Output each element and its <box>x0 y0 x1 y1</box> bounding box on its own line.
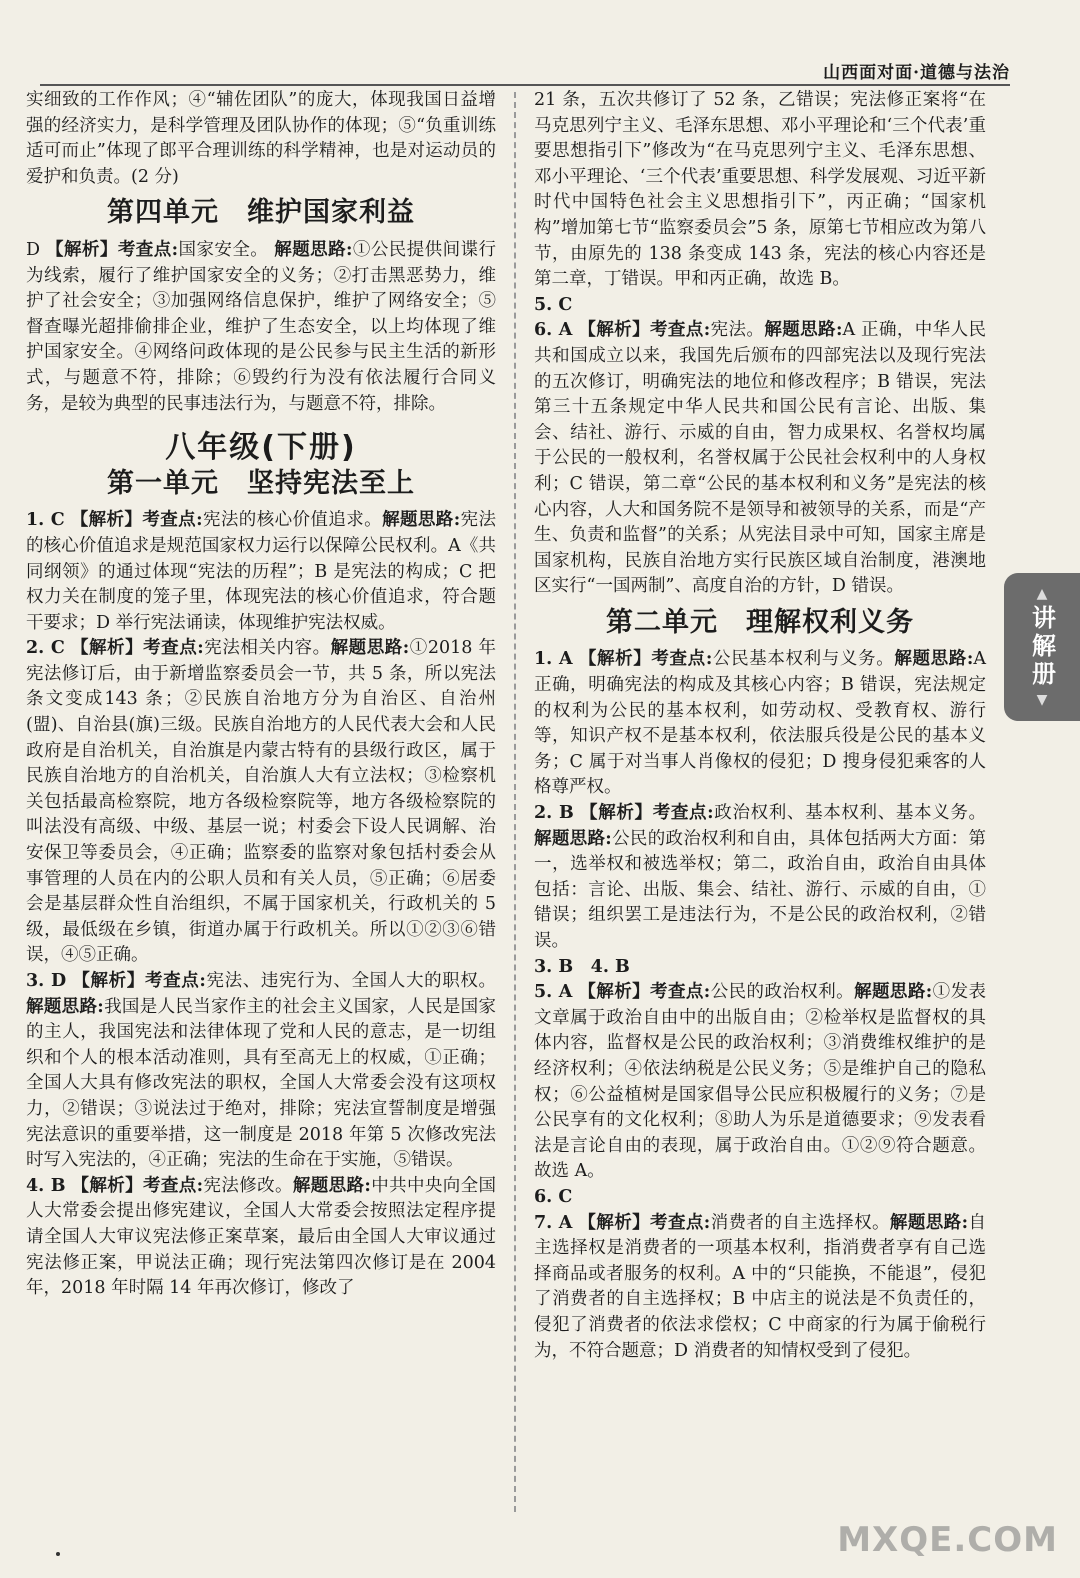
approach-text: 自主选择权是消费者的一项基本权利，指消费者享有自己选择商品或者服务的权利。A 中的“只能换，不能退”，侵犯了消费者的自主选择权；B 中店主的说法是不负责任的，侵犯了消费者的依法求偿权；C 中商家的行为属于偷税行为，不符合题意；D 消费者的知情权受到了侵犯。 <box>534 1212 986 1361</box>
approach-text: ①发表文章属于政治自由中的出版自由；②检举权是监督权的具体内容，监督权是公民的政治权利；③消费维权维护的是经济权利；④依法纳税是公民义务；⑤是维护自己的隐私权；⑥公益植树是国家倡导公民应积极履行的义务；⑦是公民享有的文化权利；⑧助人为乐是道德要求；⑨发表看法是言论自由的表现，属于政治自由。①②⑨符合题意。故选 A。 <box>534 982 986 1182</box>
right-column <box>534 88 986 1364</box>
answer-item <box>26 1174 496 1302</box>
checkpoint-text: 宪法、违宪行为、全国人大的职权。 <box>205 971 496 991</box>
checkpoint-label: 考查点: <box>650 982 711 1003</box>
page-header: 山西面对面·道德与法治 <box>823 63 1010 83</box>
checkpoint-label: 考查点: <box>142 510 203 531</box>
approach-text: ①2018 年宪法修订后，由于新增监察委员会一节，共 5 条，所以宪法条文变成143 条；②民族自治地方分为自治区、自治州(盟)、自治县(旗)三级。民族自治地方的人民代表大会和人民政府是自治机关，自治旗是内蒙古特有的县级行政区，属于民族自治地方的自治机关，自治旗人大有立法权；③检察机关包括最高检察院，地方各级检察院等，地方各级检察院的叫法没有高级、中级、基层一说；村委会下设人民调解、治安保卫等委员会，④正确；监察委的监察对象包括村委会从事管理的人员在内的公职人员和有关人员，⑤正确；⑥居委会是基层群众性自治组织，不属于国家机关，行政机关的 5 级，最低级在乡镇，街道办属于行政机关。所以①②③⑥错误，④⑤正确。 <box>26 638 496 966</box>
approach-label: 解题思路: <box>274 239 353 260</box>
item-number: 5. A <box>534 982 573 1003</box>
analysis-tag: 【解析】 <box>70 510 143 531</box>
checkpoint-text: 宪法相关内容。 <box>203 638 331 659</box>
item-number: 7. A <box>534 1212 573 1233</box>
continued-paragraph: 21 条，五次共修订了 52 条，乙错误；宪法修正案将“在马克思列宁主义、毛泽东思想、邓小平理论和‘三个代表’重要思想指引下”修改为“在马克思列宁主义、毛泽东思想、邓小平理论、‘三个代表’重要思想、科学发展观、习近平新时代中国特色社会主义思想指引下”，丙正确；“国家机构”增加第七节“监察委员会”5 条，原第七节相应改为第八节，由原先的 138 条变成 143 条，宪法的核心内容还是第二章，丁错误。甲和丙正确，故选 B。 <box>534 90 986 290</box>
checkpoint-label: 考查点: <box>117 239 179 260</box>
analysis-tag: 【解析】 <box>72 971 145 991</box>
grade-title: 八年级(下册) <box>165 430 357 466</box>
analysis-tag: 【解析】 <box>70 638 144 659</box>
analysis-tag: 【解析】 <box>578 1212 651 1233</box>
approach-label: 解题思路: <box>764 320 843 341</box>
answer-item <box>26 636 496 969</box>
answer-item <box>534 801 986 955</box>
header-rule <box>40 84 1010 86</box>
item-number: 1. A <box>534 649 573 670</box>
analysis-tag: 【解析】 <box>578 982 651 1003</box>
analysis-tag: 【解析】 <box>580 803 653 824</box>
answer-item <box>534 318 986 600</box>
approach-text: 宪法的核心价值追求是规范国家权力运行以保障公民权利。A《共同纲领》的通过体现“宪法的历程”；B 是宪法的构成；C 把权力关在制度的笼子里，体现宪法的核心价值追求，符合题干要求；D 举行宪法诵读，体现维护宪法权威。 <box>26 510 497 633</box>
analysis-tag: 【解析】 <box>71 1175 143 1196</box>
item-number: 2. C <box>26 638 65 659</box>
chevron-up-icon: ▲ <box>1036 586 1048 602</box>
approach-label: 解题思路: <box>382 510 461 531</box>
approach-label: 解题思路: <box>26 996 104 1017</box>
watermark: MXQE.COM <box>837 1520 1058 1560</box>
item-number: 2. B <box>534 803 574 824</box>
unit4-answer <box>26 238 496 417</box>
approach-text: 公民的政治权利和自由，具体包括两大方面：第一，选举权和被选举权；第二，政治自由，政治自由具体包括：言论、出版、集会、结社、游行、示威的自由，①错误；组织罢工是违法行为，不是公民的政治权利，②错误。 <box>534 828 986 951</box>
page-mark <box>56 1552 60 1556</box>
checkpoint-text: 宪法修改。 <box>203 1175 293 1196</box>
analysis-tag: 【解析】 <box>578 320 650 341</box>
item-number: 4. B <box>26 1175 66 1196</box>
unit1-title: 第一单元 坚持宪法至上 <box>107 467 415 499</box>
checkpoint-text: 消费者的自主选择权。 <box>710 1212 890 1233</box>
intro-paragraph: 实细致的工作作风；④“辅佐团队”的庞大，体现我国日益增强的经济实力，是科学管理及团队协作的体现；⑤“负重训练适可而止”体现了郎平合理训练的科学精神，也是对运动员的爱护和负责。(2 分) <box>26 90 496 187</box>
answer-letter: D <box>26 239 41 260</box>
answer-item <box>26 969 496 1174</box>
checkpoint-label: 考查点: <box>650 1212 711 1233</box>
approach-text: ①公民提供间谍行为线索，履行了维护国家安全的义务；②打击黑恶势力，维护了社会安全；③加强网络信息保护，维护了网络安全；⑤督查曝光超排偷排企业，维护了生态安全，以上均体现了维护国家安全。④网络问政体现的是公民参与民主生活的新形式，与题意不符，排除；⑥毁约行为没有依法履行合同义务，是较为典型的民事违法行为，与题意不符，排除。 <box>26 239 497 414</box>
answer-item <box>26 508 496 636</box>
item-number: 6. A <box>534 320 573 341</box>
approach-label: 解题思路: <box>330 638 410 659</box>
approach-text: A 正确，中华人民共和国成立以来，我国先后颁布的四部宪法以及现行宪法的五次修订，明确宪法的地位和修改程序；B 错误，宪法第三十五条规定中华人民共和国公民有言论、出版、集会、结社、游行、示威的自由，智力成果权、名誉权均属于公民的一般权利，名誉权属于公民社会权利中的人身权利；C 错误，第二章“公民的基本权利和义务”是宪法的核心内容，人大和国务院不是领导和被领导的关系，而是“产生、负责和监督”的关系；从宪法目录中可知，国家主席是国家机构，民族自治地方实行民族区域自治制度，港澳地区实行“一国两制”、高度自治的方针，D 错误。 <box>534 320 987 597</box>
item-number: 1. C <box>26 510 65 531</box>
checkpoint-text: 宪法。 <box>710 320 765 341</box>
side-tab[interactable] <box>1004 573 1080 721</box>
checkpoint-text: 政治权利、基本权利、基本义务。 <box>713 803 986 824</box>
unit4-title: 第四单元 维护国家利益 <box>107 197 415 229</box>
approach-label: 解题思路: <box>534 828 612 849</box>
approach-text: 中共中央向全国人大常委会提出修宪建议，全国人大常委会按照法定程序提请全国人大审议宪法修正案草案，最后由全国人大审议通过宪法修正案，甲说法正确；现行宪法第四次修订是在 2004 年，2018 年时隔 14 年再次修订，修改了 <box>26 1175 497 1299</box>
item-number: 3. D <box>26 971 67 991</box>
answer-item <box>534 980 986 1185</box>
checkpoint-label: 考查点: <box>143 638 204 659</box>
answer-item: 3. B 4. B <box>534 956 630 977</box>
left-column <box>26 88 496 1302</box>
analysis-tag: 【解析】 <box>578 649 652 670</box>
checkpoint-label: 考查点: <box>144 971 206 991</box>
side-tab-label: 讲解册 <box>1027 605 1056 689</box>
checkpoint-text: 公民基本权利与义务。 <box>712 649 895 670</box>
analysis-tag: 【解析】 <box>46 239 118 260</box>
approach-label: 解题思路: <box>292 1175 371 1196</box>
approach-text: A 正确，明确宪法的构成及其核心内容；B 错误，宪法规定的权利为公民的基本权利，如劳动权、受教育权、游行等，知识产权不是基本权利，依法服兵役是公民的基本义务；C 属于对当事人肖像权的侵犯；D 搜身侵犯乘客的人格尊严权。 <box>534 649 987 798</box>
chevron-down-icon: ▼ <box>1036 692 1048 708</box>
checkpoint-label: 考查点: <box>649 320 711 341</box>
checkpoint-label: 考查点: <box>652 803 714 824</box>
approach-label: 解题思路: <box>854 982 933 1003</box>
answer-item: 5. C <box>534 294 573 315</box>
answer-item: 6. C <box>534 1186 573 1207</box>
checkpoint-text: 公民的政治权利。 <box>710 982 855 1003</box>
approach-label: 解题思路: <box>894 649 974 670</box>
checkpoint-text: 国家安全。 <box>178 239 269 260</box>
approach-label: 解题思路: <box>889 1212 969 1233</box>
checkpoint-label: 考查点: <box>651 649 713 670</box>
answer-item <box>534 1211 986 1365</box>
unit2-title: 第二单元 理解权利义务 <box>606 606 914 638</box>
checkpoint-text: 宪法的核心价值追求。 <box>202 510 383 531</box>
answer-item <box>534 647 986 801</box>
checkpoint-label: 考查点: <box>143 1175 204 1196</box>
column-divider <box>514 92 516 1512</box>
approach-text: 我国是人民当家作主的社会主义国家，人民是国家的主人，我国宪法和法律体现了党和人民的意志，是一切组织和个人的根本活动准则，具有至高无上的权威，①正确；全国人大具有修改宪法的职权，全国人大常委会没有这项权力，②错误；③说法过于绝对，排除；宪法宣誓制度是增强宪法意识的重要举措，这一制度是 2018 年第 5 次修改宪法时写入宪法的，④正确；宪法的生命在于实施，⑤错误。 <box>26 996 496 1171</box>
